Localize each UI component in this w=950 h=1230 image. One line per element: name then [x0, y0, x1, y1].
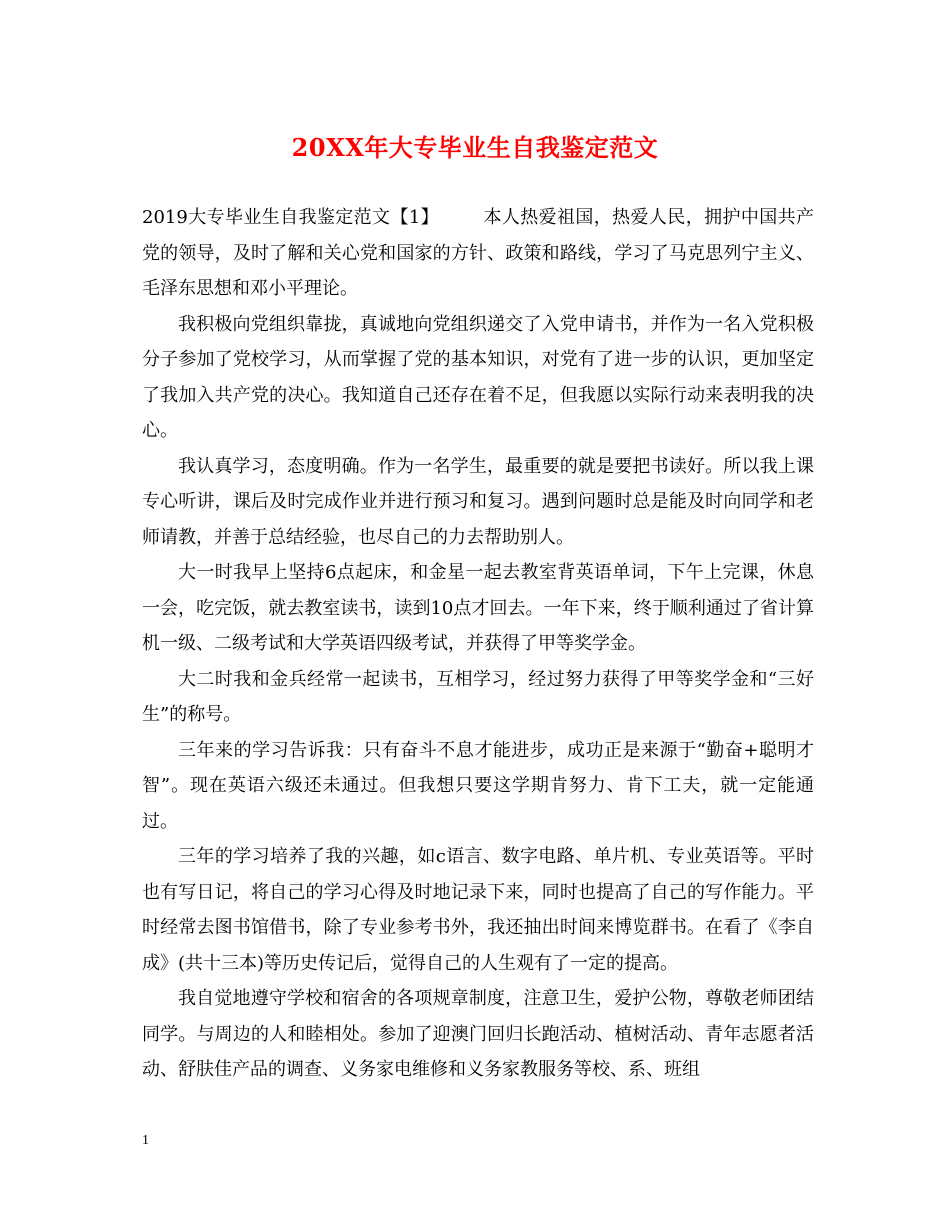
paragraph-7: 三年的学习培养了我的兴趣，如c语言、数字电路、单片机、专业英语等。平时也有写日记，将自己的学习心得及时地记录下来，同时也提高了自己的写作能力。平时经常去图书馆借书，除了专业参考书外，我还抽出时间来博览群书。在看了《李自成》(共十三本)等历史传记后，觉得自己的人生观有了一定的提高。: [142, 846, 814, 974]
paragraph-1-text: 本人热爱祖国，热爱人民，拥护中国共产党的领导，及时了解和关心党和国家的方针、政策和路线，学习了马克思列宁主义、毛泽东思想和邓小平理论。: [142, 207, 815, 299]
page-number: 1: [142, 1133, 149, 1148]
document-title: 20XX年大专毕业生自我鉴定范文: [291, 133, 659, 162]
document-body: [142, 200, 814, 1088]
paragraph-3: 我认真学习，态度明确。作为一名学生，最重要的就是要把书读好。所以我上课专心听讲，课后及时完成作业并进行预习和复习。遇到问题时总是能及时向同学和老师请教，并善于总结经验，也尽自己的力去帮助别人。: [142, 455, 814, 548]
paragraph-5: 大二时我和金兵经常一起读书，互相学习，经过努力获得了甲等奖学金和“三好生”的称号。: [142, 668, 814, 725]
paragraph-2: 我积极向党组织靠拢，真诚地向党组织递交了入党申请书，并作为一名入党积极分子参加了党校学习，从而掌握了党的基本知识，对党有了进一步的认识，更加坚定了我加入共产党的决心。我知道自己还存在着不足，但我愿以实际行动来表明我的决心。: [142, 313, 814, 441]
paragraph-6: 三年来的学习告诉我：只有奋斗不息才能进步，成功正是来源于“勤奋+聪明才智”。现在英语六级还未通过。但我想只要这学期肯努力、肯下工夫，就一定能通过。: [142, 739, 814, 832]
paragraph-4: 大一时我早上坚持6点起床，和金星一起去教室背英语单词，下午上完课，休息一会，吃完饭，就去教室读书，读到10点才回去。一年下来，终于顺利通过了省计算机一级、二级考试和大学英语四级考试，并获得了甲等奖学金。: [142, 562, 814, 654]
paragraph-8: 我自觉地遵守学校和宿舍的各项规章制度，注意卫生，爱护公物，尊敬老师团结同学。与周边的人和睦相处。参加了迎澳门回归长跑活动、植树活动、青年志愿者活动、舒肤佳产品的调查、义务家电维修和义务家教服务等校、系、班组: [142, 988, 814, 1080]
intro-heading: 2019大专毕业生自我鉴定范文【1】: [142, 207, 440, 228]
paragraph-1: [142, 200, 814, 307]
